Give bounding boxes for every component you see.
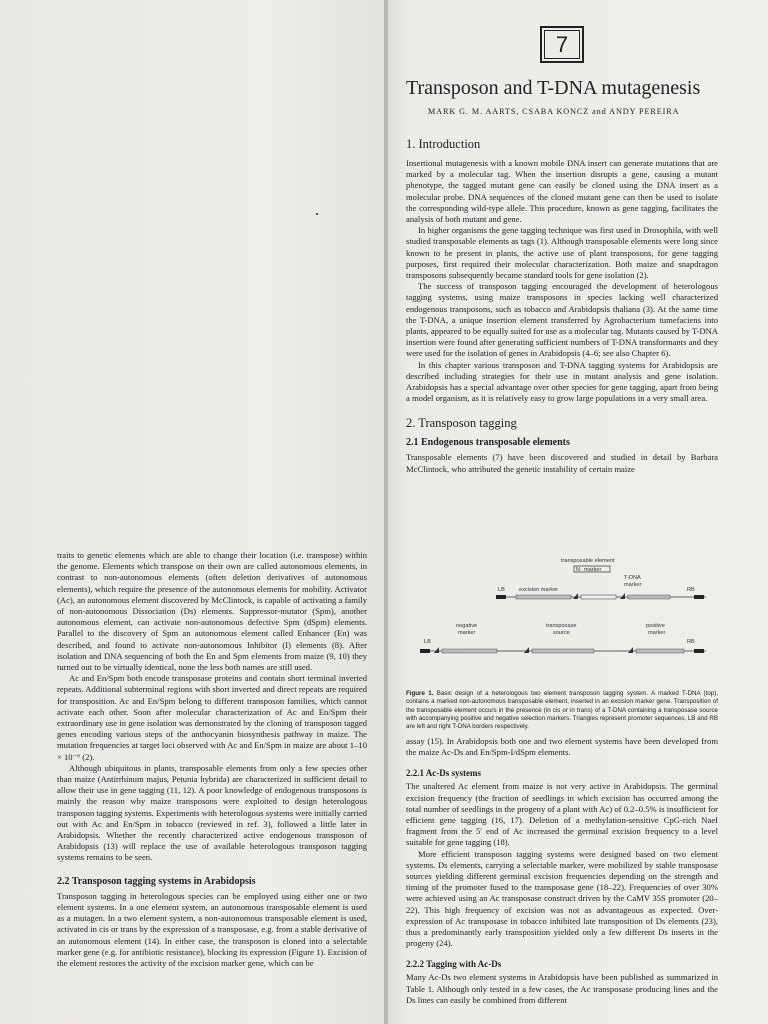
fig-label-rb: RB: [687, 587, 695, 593]
book-gutter: [384, 0, 388, 1024]
fig-label-excision-marker: excision marker: [519, 587, 559, 593]
figure-1-caption: [406, 690, 718, 731]
fig-bottom-promoter-2: [524, 647, 529, 653]
figure-1-caption-text: Basic design of a heterologous two element transposon tagging system. A marked T-DNA (top), contains a marked non-autonomous transposable element, inserted in an excision marker gene. Transposition of the transposable element occurs in the presence (in cis or in trans) of a T-DNA containing a transposase source with accompanying positive and negative selection markers. Triangles represent promoter sequences, LB and RB are left and right T-DNA borders respectively.: [406, 690, 718, 731]
section-2-heading: 2. Transposon tagging: [406, 416, 517, 431]
fig-top-excision-gene: [516, 595, 571, 599]
left-paragraph: Ac and En/Spm both encode transposase proteins and contain short terminal inverted repeats. Additional subterminal regions with short inverted and direct repeats are required for transposition. Ac and En/Spm belong to different transposon families, which cannot activate each other. Soon after molecular characterization of Ac and En/Spm their extraordinary use in gene isolation was demonstrated by the cloning of transposon tagged genes encoding various steps of the anthocyanin biosynthesis pathway in maize. The mutation frequencies at target loci observed with Ac and En/Spm in maize are about 1–10 × 10⁻⁶ (2).: [57, 673, 367, 762]
intro-paragraph: The success of transposon tagging encouraged the development of heterologous tagging systems, using maize transposons in species lacking well characterized endogenous transposons, such as tobacco and Arabidopsis thaliana (3). At the same time the T-DNA, a unique insertion element transferred by Agrobacterium tumefaciens into plants, appeared to be equally suited for use as a molecular tag. Mutants caused by T-DNA insertion were found after generating sufficient numbers of T-DNA transformants and they were used for the isolation of genes in Arabidopsis (4–6; see also Chapter 6).: [406, 281, 718, 359]
section-2-2-paragraph: Transposon tagging in heterologous species can be employed using either one or two element systems. In a one element system, an autonomous transposable element is used as a mutagen. In a two element system, a non-autonomous transposable element is used, activated in cis or trans by the expression of a transposase, e.g. from a stable derivative of an autonomous element (14). In either case, the transposon is cloned into a selectable marker gene (e.g. for antibiotic resistance), blocking its expression (Figure 1). Excision of the element restores the activity of the excision marker gene, which can be: [57, 890, 367, 968]
right-upper-column: [406, 137, 718, 475]
fig-label-tdna: T-DNA: [624, 575, 641, 581]
fig-bottom-lb-border: [420, 649, 430, 653]
chapter-title: Transposon and T-DNA mutagenesis: [406, 77, 701, 99]
fig-label-lb: LB: [498, 587, 505, 593]
left-paragraph: traits to genetic elements which are able to change their location (i.e. transpose) within the genome. Elements which transpose on their own are called autonomous elements, in contrast to non-autonomous elements (often deletion derivatives of autonomous elements), which require the presence of the autonomous elements for mobility. Activator (Ac), an autonomous element discovered by McClintock, is capable of activating a family of non-autonomous Dissociation (Ds) elements. Suppressor-mutator (Spm), another autonomous element, can activate non-autonomous defective Spm (dSpm) elements. Parallel to the discovery of Spm an autonomous element called Enhancer (En) was described, and found to activate non-autonomous Inhibitor (I) elements (8). After isolation and DNA sequencing of both the En and Spm elements from maize (9, 10) they turned out to be virtually identical, none the less both names are still used.: [57, 550, 367, 673]
figure-1: [406, 555, 718, 685]
fig-label-ne: N: [576, 567, 581, 573]
fig-label-lb-2: LB: [424, 639, 431, 645]
left-column: [57, 550, 367, 969]
fig-top-transposon: [581, 595, 616, 599]
section-2-2-2-heading: 2.2.2 Tagging with Ac-Ds: [406, 959, 502, 970]
intro-paragraph: In higher organisms the gene tagging technique was first used in Drosophila, with well studied transposable elements as tags (1). Although transposable elements were long since known to be present in plants, the active use of plant transposons, for gene tagging purposes, first required their molecular characterization. Both maize and snapdragon transposons subsequently became standard tools for gene isolation (2).: [406, 225, 718, 281]
figure-1-caption-label: Figure 1.: [406, 690, 434, 697]
fig-label-positive: positive: [646, 623, 665, 629]
right-lower-column: [406, 736, 718, 1006]
ac-ds-paragraph: More efficient transposon tagging systems were designed based on two element systems. Ds elements, carrying a selectable marker, were mobilized by stable transposase sources yielding different germinal excision frequencies depending on the strength and timing of the promoter fused to the transposase gene (18–22). Frequencies of over 30% were achieved using an Ac transposase construct driven by the CaMV 35S promoter (20–22). This high frequency of excision was not as advantageous as expected. Over-expression of Ac transposase in tobacco inhibited late transposition of Ds elements (23), thus a predominantly early transposition yielded only a few different Ds inserts in the progeny (24).: [406, 848, 718, 949]
fig-top-promoter: [573, 593, 578, 599]
fig-top-promoter-2: [620, 593, 625, 599]
fig-label-rb-2: RB: [687, 639, 695, 645]
fig-bottom-negative-marker: [442, 649, 497, 653]
fig-bottom-transposase: [532, 649, 594, 653]
fig-bottom-promoter-3: [628, 647, 633, 653]
fig-label-marker: marker: [584, 567, 602, 573]
left-paragraph: Although ubiquitous in plants, transposable elements from only a few species other than maize (Antirrhinum majus, Petunia hybrida) are characterized in sufficient detail to allow their use in gene tagging (11, 12). A poor knowledge of endogenous transposons is mainly the reason why maize transposons were exploited to design heterologous transposon tagging systems. Experiments with heterologous systems were initially carried out with Ac and En/Spm in tobacco (reviewed in ref. 3), followed a little later in Arabidopsis. Whether the recently characterized active endogenous transposon of Arabidopsis (13) will replace the use of available heterologous transposon tagging systems remains to be seen.: [57, 762, 367, 863]
fig-top-lb-border: [496, 595, 506, 599]
assay-paragraph: assay (15). In Arabidopsis both one and two element systems have been developed from the maize Ac-Ds and En/Spm-I/dSpm elements.: [406, 736, 718, 758]
fig-label-tdna-marker: marker: [624, 582, 642, 588]
tagging-paragraph: Many Ac-Ds two element systems in Arabidopsis have been published as summarized in Table 1. Although only tested in a few cases, the Ac transposase producing lines and the Ds lines can easily be combined from different: [406, 972, 718, 1005]
fig-label-neg-marker: marker: [458, 630, 476, 636]
section-2-2-1-heading: 2.2.1 Ac-Ds systems: [406, 768, 481, 779]
intro-paragraph: In this chapter various transposon and T-DNA tagging systems for Arabidopsis are described including strategies for their use in mutant analysis and gene isolation. Arabidopsis has a special advantage over other species for gene tagging, apart from being a model organism, as it is relatively easy to grow large populations in a very small area.: [406, 359, 718, 404]
fig-label-source: source: [553, 630, 570, 636]
fig-bottom-positive-marker: [636, 649, 684, 653]
fig-label-pos-marker: marker: [648, 630, 666, 636]
section-2-1-heading: 2.1 Endogenous transposable elements: [406, 437, 570, 449]
fig-top-tdna-marker-gene: [628, 595, 670, 599]
fig-label-transposase: transposase: [546, 623, 577, 629]
chapter-authors: MARK G. M. AARTS, CSABA KONCZ and ANDY PEREIRA: [428, 107, 680, 116]
fig-bottom-promoter-1: [434, 647, 439, 653]
figure-1-diagram: [406, 555, 718, 680]
fig-label-negative: negative: [456, 623, 478, 629]
chapter-number-box: 7: [540, 26, 584, 63]
section-1-heading: 1. Introduction: [406, 137, 481, 151]
fig-label-transposable-element: transposable element: [561, 558, 615, 564]
page-speck: [316, 213, 318, 215]
ac-ds-paragraph: The unaltered Ac element from maize is not very active in Arabidopsis. The germinal excision frequency (the fraction of seedlings in which excision has occurred among the total number of seedlings in the progeny of a plant with Ac) of 0.2–0.5% is insufficient for efficient gene tagging (16, 17). Deletion of a methylation-sensitive CpG-rich NaeI fragment from the 5′ end of Ac increased the germinal excision frequency to a level suitable for gene tagging (18).: [406, 781, 718, 848]
fig-top-rb-border: [694, 595, 704, 599]
section-2-1-paragraph: Transposable elements (7) have been discovered and studied in detail by Barbara McClintock, who attributed the genetic instability of certain maize: [406, 452, 718, 474]
section-2-2-heading: 2.2 Transposon tagging systems in Arabidopsis: [57, 875, 256, 887]
intro-paragraph: Insertional mutagenesis with a known mobile DNA insert can generate mutations that are marked by a molecular tag. When the insertion disrupts a gene, causing a mutant phenotype, the tagged mutant gene can easily be cloned using the DNA insert as a molecular probe. DNA sequences of the cloned mutant gene can then be used to isolate the corresponding wild-type allele. This procedure, known as gene tagging, facilitates the analysis of both mutant and gene.: [406, 158, 718, 225]
fig-bottom-rb-border: [694, 649, 704, 653]
